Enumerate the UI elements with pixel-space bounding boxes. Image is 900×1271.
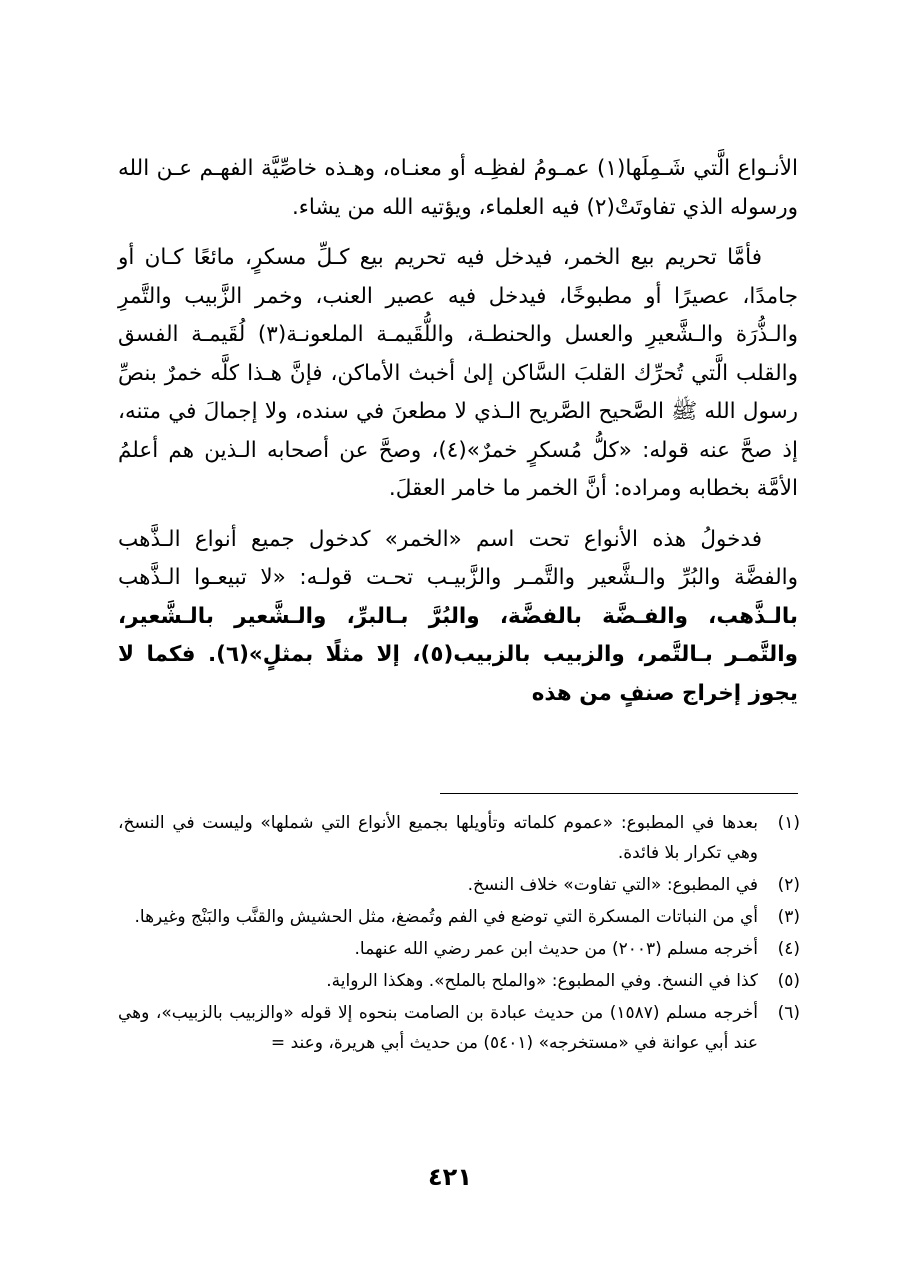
footnote	[118, 902, 800, 932]
text-line: هم أعلمُ الأمَّة بخطابه ومراده: أنَّ الخمر ما خامر العقلَ.	[118, 437, 798, 501]
text-line: والقلب الَّتي تُحرِّك القلبَ السَّاكن إلىٰ أخبث الأماكن، فإنَّ هـذا كلَّه خمرٌ	[164, 360, 798, 386]
text-line-bold: والزبيب بالزبيب(٥)، إلا مثلًا بمثلٍ»(٦). فكما لا يجوز إخراج صنفٍ من هذه	[118, 642, 798, 706]
footnote	[118, 870, 800, 900]
text-line: جامدًا، عصيرًا أو مطبوخًا، فيدخل فيه عصير العنب، وخمر الزَّبيب والتَّمرِ	[118, 283, 798, 309]
paragraph-1	[118, 150, 798, 227]
text-line: فدخولُ هذه الأنواع تحت اسم «الخمر» كدخول جميع أنواع الـذَّهب	[118, 526, 762, 552]
text-line: والفضَّة والبُرِّ والـشَّعير والتَّمـر والزَّبيـب تحـت قولـه: «لا تبيعـوا الـذَّهب	[118, 565, 798, 590]
footnote-number: (١)	[777, 813, 800, 833]
footnote-text: أخرجه مسلم (٢٠٠٣) من حديث ابن عمر رضي الله عنهما.	[354, 939, 758, 959]
text-line: في متنه، إذ صحَّ عنه قوله: «كلُّ مُسكرٍ خمرٌ»(٤)، وصحَّ عن أصحابه الـذين	[118, 399, 798, 463]
footnote	[118, 998, 800, 1058]
footnote-number: (٦)	[777, 1003, 800, 1023]
footnote	[118, 934, 800, 964]
footnote-text: في المطبوع: «التي تفاوت» خلاف النسخ.	[467, 875, 758, 895]
page-number: ٤٢١	[428, 1163, 472, 1191]
text-line: بنصِّ رسول الله ﷺ الصَّحيح الصَّريح الـذي لا مطعنَ في سنده، ولا إجمالَ	[118, 360, 798, 424]
footnote-text: كذا في النسخ. وفي المطبوع: «والملح بالملح». وهكذا الرواية.	[326, 971, 758, 991]
footnote	[118, 966, 800, 996]
main-text	[118, 150, 798, 713]
footnote-separator	[440, 793, 798, 794]
footnote-number: (٤)	[777, 939, 800, 959]
footnote-number: (٣)	[777, 907, 800, 927]
footnote-number: (٥)	[777, 971, 800, 991]
footnote-text: بعدها في المطبوع: «عموم كلماته وتأويلها بجميع الأنواع التي شملها» وليست في النسخ، وهي تكرار بلا فائدة.	[118, 813, 758, 863]
text-line: والـذُّرَة والـشَّعيرِ والعسل والحنطـة، واللُّقَيمـة الملعونـة(٣) لُقَيمـة الفسق	[118, 322, 798, 347]
text-line-bold: بالـذَّهب، والفـضَّة بالفضَّة، والبُرَّ بـالبرِّ، والـشَّعير بالـشَّعير، والتَّمـر بـالتَّمر،	[118, 603, 798, 667]
text-line: فأمَّا تحريم بيع الخمر، فيدخل فيه تحريم بيع كـلِّ مسكرٍ، مائعًا كـان أو	[118, 245, 762, 270]
footnote-number: (٢)	[777, 875, 800, 895]
text-line: ورسوله الذي تفاوتَتْ(٢) فيه العلماء، ويؤتيه الله من يشاء.	[291, 194, 798, 220]
footnotes	[118, 806, 800, 1060]
footnote	[118, 808, 800, 868]
footnote-text: أي من النباتات المسكرة التي توضع في الفم وتُمضغ، مثل الحشيش والقنَّب والبَنْج وغيرها.	[134, 907, 758, 927]
text-line: الأنـواع الَّتي شَـمِلَها(١) عمـومُ لفظِـه أو معنـاه، وهـذه خاصِّيَّة الفهـم عـن الله	[118, 156, 798, 181]
paragraph-3	[118, 521, 798, 714]
footnote-text: أخرجه مسلم (١٥٨٧) من حديث عبادة بن الصامت بنحوه إلا قوله «والزبيب بالزبيب»، وهي عند أبي عوانة في «مستخرجه» (٥٤٠١) من حديث أبي هريرة، وعند =	[118, 1003, 758, 1053]
paragraph-2	[118, 239, 798, 509]
